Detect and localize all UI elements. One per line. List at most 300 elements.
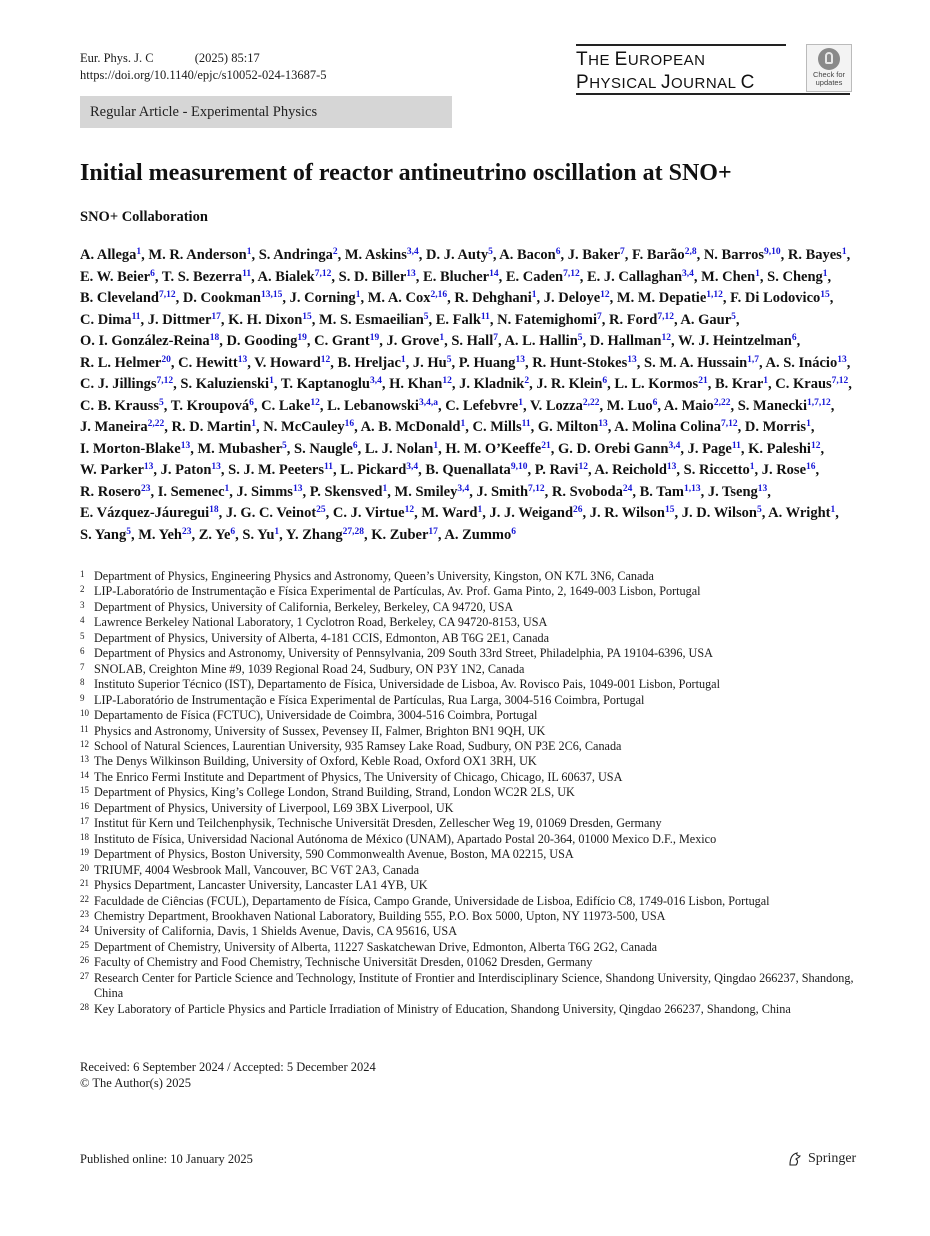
affiliation-ref[interactable]: 5 (577, 333, 583, 343)
affiliation-ref[interactable]: 6 (150, 268, 155, 279)
journal-name: Eur. Phys. J. C (80, 51, 154, 65)
author-name: J. Simms (236, 483, 293, 500)
author-name: C. B. Krauss (80, 397, 159, 414)
author: R. Hunt-Stokes$^{13}$, (532, 354, 641, 371)
affiliation-item: 26 Faculty of Chemistry and Food Chemistry, Technische Universität Dresden, 01062 Dresden, Germany (80, 955, 593, 970)
affiliation-ref[interactable]: 17 (211, 311, 221, 322)
author-name: R. Svoboda (551, 483, 623, 500)
affiliation-ref[interactable]: 24 (622, 483, 633, 494)
author: J. Corning$^1$, (289, 290, 365, 306)
author-name: A. B. McDonald (360, 419, 461, 435)
author-name: J. J. Weigand (489, 505, 574, 521)
author-name: N. Fatemighomi (497, 311, 597, 328)
affiliation-ref[interactable]: 6 (555, 247, 561, 257)
affiliation-ref[interactable]: 2,16 (430, 290, 448, 300)
author: B. Krar$^1$, (714, 376, 772, 392)
affiliation-ref[interactable]: 13 (757, 483, 768, 494)
author-name: Y. Zhang (285, 526, 343, 543)
author-name: H. Khan (389, 376, 443, 392)
affiliation-ref[interactable]: 1 (382, 483, 388, 494)
check-for-updates-badge[interactable]: Check for updates (806, 44, 852, 92)
affiliation-item: 25 Department of Chemistry, University of Alberta, 11227 Saskatchewan Drive, Edmonton, Alberta T6G 2G2, Canada (80, 939, 658, 954)
affiliation-ref[interactable]: 3,4,a (418, 397, 438, 408)
affiliation-ref[interactable]: 13 (143, 462, 154, 472)
affiliation-ref[interactable]: 6 (230, 526, 236, 537)
affiliation-text: SNOLAB, Creighton Mine #9, 1039 Regional Road 24, Sudbury, ON P3Y 1N2, Canada (94, 661, 525, 676)
author: E. Falk$^{11}$, (435, 311, 494, 328)
author-name: M. Luo (606, 397, 653, 414)
author: S. Hall$^7$, (451, 333, 502, 349)
affiliation-ref[interactable]: 11 (521, 419, 531, 429)
affiliation-item: 3 Department of Physics, University of California, Berkeley, Berkeley, CA 94720, USA (80, 599, 514, 614)
author-name: J. Maneira (80, 419, 148, 435)
author-name: B. Hreljac (337, 354, 401, 371)
author-name: J. Kladnik (459, 376, 525, 392)
affiliation-item: 28 Key Laboratory of Particle Physics and Particle Irradiation of Ministry of Education, Shandong University, Qingdao 266237, Shandong, China (80, 1001, 791, 1016)
affiliation-ref[interactable]: 7,12 (563, 268, 580, 279)
affiliation-ref[interactable]: 13 (598, 419, 608, 429)
affiliation-ref[interactable]: 5 (423, 311, 429, 322)
author: D. Morris$^1$, (744, 419, 815, 435)
author: C. J. Jillings$^{7,12}$, (80, 376, 177, 392)
affiliation-ref[interactable]: 3,4 (457, 483, 470, 494)
affiliation-ref[interactable]: 1 (246, 247, 252, 257)
affiliation-text: TRIUMF, 4004 Wesbrook Mall, Vancouver, BC V6T 2A3, Canada (94, 862, 420, 877)
affiliation-text: The Enrico Fermi Institute and Department of Physics, The University of Chicago, Chicago, IL 60637, USA (94, 769, 623, 784)
affiliation-ref[interactable]: 12 (600, 290, 610, 300)
affiliation-ref[interactable]: 3,4 (370, 376, 382, 386)
affiliation-ref[interactable]: 21 (698, 376, 708, 386)
affiliation-ref[interactable]: 1,12 (706, 290, 723, 300)
author-name: E. J. Callaghan (586, 268, 683, 285)
author-name: A. L. Hallin (504, 333, 578, 349)
author: S. Kaluzienski$^1$, (180, 376, 278, 392)
author: M. M. Depatie$^{1,12}$, (616, 290, 727, 306)
author: J. J. Weigand$^{26}$, (489, 505, 587, 521)
affiliation-ref[interactable]: 12 (578, 462, 588, 472)
affiliation-ref[interactable]: 6 (352, 440, 358, 451)
affiliation-ref[interactable]: 1 (439, 333, 445, 343)
author: S. Naugle$^6$, (294, 440, 362, 457)
author-name: C. Grant (314, 333, 370, 349)
affiliation-ref[interactable]: 23 (181, 526, 192, 537)
author-name: A. S. Inácio (765, 354, 838, 371)
author-name: J. Baker (567, 247, 621, 263)
journal-logo-text: THE EUROPEAN PHYSICAL JOURNAL C (576, 49, 755, 93)
affiliation-ref[interactable]: 25 (316, 505, 326, 515)
affiliation-text: Physics and Astronomy, University of Sussex, Pevensey II, Falmer, Brighton BN1 9QH, UK (94, 723, 546, 738)
author-name: L. Lebanowski (327, 397, 419, 414)
affiliation-text: Research Center for Particle Science and Technology, Institute of Frontier and Interdisciplinary Science, Shandong University, Qingdao 266237, Shandong, China (94, 970, 854, 1001)
affiliation-ref[interactable]: 14 (489, 268, 499, 279)
author: M. Askins$^{3,4}$, (344, 247, 423, 263)
affiliation-item: 1 Department of Physics, Engineering Physics and Astronomy, Queen’s University, Kingston, ON K7L 3N6, Canada (80, 569, 654, 583)
author: J. Smith$^{7,12}$, (476, 483, 549, 500)
author: G. Milton$^{13}$, (537, 419, 612, 435)
author-name: J. Dittmer (147, 311, 212, 328)
publisher-logo (786, 1150, 856, 1168)
author: R. D. Martin$^1$, (171, 419, 260, 435)
author-name: R. Bayes (787, 247, 842, 263)
affiliation-ref[interactable]: 7,12 (158, 290, 176, 300)
author-name: S. Naugle (294, 440, 353, 457)
affiliation-ref[interactable]: 5 (488, 247, 493, 257)
affiliation-ref[interactable]: 16 (344, 419, 355, 429)
author-name: A. Gaur (680, 311, 732, 328)
author: C. Kraus$^{7,12}$, (775, 376, 852, 392)
author: M. Luo$^6$, (606, 397, 662, 414)
affiliation-ref[interactable]: 13 (292, 483, 303, 494)
affiliation-ref[interactable]: 7,12 (831, 376, 849, 386)
author-name: S. D. Biller (338, 268, 407, 285)
affiliation-ref[interactable]: 2 (332, 247, 338, 257)
affiliation-ref[interactable]: 1,7 (747, 354, 760, 365)
affiliation-ref[interactable]: 19 (297, 333, 307, 343)
author: A. Gaur$^5$, (680, 311, 740, 328)
affiliation-ref[interactable]: 21 (541, 440, 551, 451)
affiliation-ref[interactable]: 13,15 (260, 290, 283, 300)
author-name: D. J. Auty (426, 247, 489, 263)
author-name: T. Kroupová (170, 397, 250, 414)
affiliation-ref[interactable]: 1 (749, 462, 755, 472)
affiliation-ref[interactable]: 7,12 (528, 483, 545, 494)
collaboration-name: SNO+ Collaboration (80, 209, 208, 225)
affiliation-ref[interactable]: 12 (810, 440, 821, 451)
author: S. Manecki$^{1,7,12}$, (737, 397, 835, 414)
affiliation-ref[interactable]: 3,4 (668, 440, 681, 451)
affiliation-ref[interactable]: 12 (442, 376, 452, 386)
author: Z. Ye$^6$, (198, 526, 239, 543)
affiliation-ref[interactable]: 5 (446, 354, 452, 365)
affiliation-text: Key Laboratory of Particle Physics and Particle Irradiation of Ministry of Education, Shandong University, Qingdao 266237, Shandong, China (94, 1001, 791, 1016)
affiliation-ref[interactable]: 1 (355, 290, 361, 300)
affiliation-ref[interactable]: 12 (310, 397, 320, 408)
author-name: S. Hall (451, 333, 494, 349)
affiliation-ref[interactable]: 13 (837, 354, 847, 365)
affiliation-text: Faculty of Chemistry and Food Chemistry, Technische Universität Dresden, 01062 Dresden, Germany (94, 955, 593, 970)
affiliation-ref[interactable]: 1 (136, 247, 142, 257)
author-name: K. H. Dixon (228, 311, 303, 328)
author: V. Howard$^{12}$, (254, 354, 334, 371)
author-list (80, 245, 855, 546)
author-name: J. Hu (412, 354, 447, 371)
affiliation-ref[interactable]: 19 (369, 333, 380, 343)
author: C. Hewitt$^{13}$, (178, 354, 251, 371)
affiliation-ref[interactable]: 1 (251, 419, 257, 429)
author-name: D. Cookman (182, 290, 261, 306)
author: R. Svoboda$^{24}$, (551, 483, 636, 500)
author: L. J. Nolan$^1$, (364, 440, 442, 457)
affiliation-ref[interactable]: 2,22 (582, 397, 600, 408)
affiliation-text: Department of Physics and Astronomy, University of Pennsylvania, 209 South 33rd Street, Philadelphia, PA 19104-6396, USA (94, 646, 713, 661)
author: C. Lefebvre$^1$, (445, 397, 527, 414)
author: D. J. Auty$^5$, (426, 247, 497, 263)
author-name: C. J. Virtue (332, 505, 405, 521)
author-name: A. Wright (768, 505, 831, 521)
author-name: W. Parker (80, 462, 144, 478)
affiliation-ref[interactable]: 5 (282, 440, 287, 451)
author-name: K. Zuber (371, 526, 429, 543)
affiliation-ref[interactable]: 15 (302, 311, 312, 322)
affiliation-ref[interactable]: 1 (755, 268, 760, 279)
affiliation-ref[interactable]: 2 (524, 376, 530, 386)
author: L. L. Kormos$^{21}$, (614, 376, 712, 392)
author: J. Dittmer$^{17}$, (147, 311, 225, 328)
affiliation-ref[interactable]: 12 (661, 333, 671, 343)
author-name: E. W. Beier (80, 268, 151, 285)
author: B. Cleveland$^{7,12}$, (80, 290, 180, 306)
affiliation-ref[interactable]: 2,8 (684, 247, 697, 257)
affiliation-ref[interactable]: 13 (180, 440, 191, 451)
author: D. Hallman$^{12}$, (589, 333, 675, 349)
affiliation-ref[interactable]: 1 (400, 354, 406, 365)
affiliation-ref[interactable]: 6 (511, 526, 516, 537)
affiliation-ref[interactable]: 11 (131, 311, 141, 322)
affiliation-ref[interactable]: 7,12 (657, 311, 674, 322)
author: T. Kaptanoglu$^{3,4}$, (280, 376, 386, 392)
affiliation-ref[interactable]: 11 (242, 268, 252, 279)
author: I. Morton-Blake$^{13}$, (80, 440, 194, 457)
affiliation-ref[interactable]: 1,7,12 (806, 397, 831, 408)
author: J. Hu$^5$, (412, 354, 456, 371)
author: S. D. Biller$^{13}$, (338, 268, 420, 285)
affiliation-ref[interactable]: 13 (515, 354, 525, 365)
affiliation-ref[interactable]: 3,4 (406, 247, 419, 257)
affiliation-text: Physics Department, Lancaster University, Lancaster LA1 4YB, UK (94, 878, 428, 893)
author-name: A. Bialek (257, 268, 315, 285)
author-name: A. Allega (80, 247, 137, 263)
author-name: J. Grove (386, 333, 440, 349)
author: S. Yang$^5$, (80, 526, 135, 543)
affiliation-ref[interactable]: 6 (791, 333, 797, 343)
affiliation-ref[interactable]: 1 (460, 419, 466, 429)
author: R. L. Helmer$^{20}$, (80, 354, 175, 371)
author: R. Rosero$^{23}$, (80, 483, 155, 500)
affiliation-text: Instituto de Física, Universidad Nacional Autónoma de México (UNAM), Apartado Postal 20-364, 01000 Mexico D.F., Mexico (94, 831, 717, 846)
author: J. R. Wilson$^{15}$, (589, 505, 679, 521)
author-name: A. Maio (663, 397, 714, 414)
affiliation-ref[interactable]: 6 (249, 397, 254, 408)
author-name: C. Mills (472, 419, 522, 435)
author: J. Tseng$^{13}$, (707, 483, 771, 500)
affiliation-ref[interactable]: 9,10 (510, 462, 528, 472)
author: M. A. Cox$^{2,16}$, (367, 290, 451, 306)
affiliation-ref[interactable]: 26 (573, 505, 583, 515)
affiliation-ref[interactable]: 1 (433, 440, 439, 451)
affiliation-ref[interactable]: 1 (531, 290, 537, 300)
author-name: B. Quenallata (425, 462, 511, 478)
doi-link[interactable]: https://doi.org/10.1140/epjc/s10052-024-13687-5 (80, 68, 327, 82)
affiliation-ref[interactable]: 7,12 (156, 376, 174, 386)
affiliation-ref[interactable]: 15 (820, 290, 830, 300)
affiliation-ref[interactable]: 27,28 (342, 526, 364, 537)
author: O. I. González-Reina$^{18}$, (80, 333, 223, 349)
affiliation-ref[interactable]: 6 (652, 397, 658, 408)
author-name: M. Yeh (138, 526, 182, 543)
author: P. Skensved$^1$, (309, 483, 391, 500)
journal-volume: (2025) 85:17 (194, 51, 260, 65)
affiliation-ref[interactable]: 13 (237, 354, 248, 365)
author: M. Chen$^1$, (701, 268, 764, 285)
author-name: A. Bacon (499, 247, 556, 263)
author: K. H. Dixon$^{15}$, (228, 311, 316, 328)
affiliation-ref[interactable]: 1 (806, 419, 811, 429)
author-name: C. Dima (80, 311, 132, 328)
affiliation-ref[interactable]: 1 (830, 505, 836, 515)
author: C. Lake$^{12}$, (261, 397, 324, 414)
affiliation-text: Department of Physics, Boston University, 590 Commonwealth Avenue, Boston, MA 02215, USA (94, 847, 574, 862)
author-name: M. S. Esmaeilian (319, 311, 424, 328)
affiliation-item: 27 Research Center for Particle Science and Technology, Institute of Frontier and Interdisciplinary Science, Shandong University, Qingdao 266237, Shandong, China (80, 970, 854, 1001)
author: A. Molina Colina$^{7,12}$, (614, 419, 742, 435)
author-name: T. S. Bezerra (161, 268, 243, 285)
affiliation-ref[interactable]: 13 (666, 462, 677, 472)
affiliation-ref[interactable]: 2,22 (713, 397, 731, 408)
affiliation-ref[interactable]: 11 (323, 462, 333, 472)
author: R. Ford$^{7,12}$, (609, 311, 678, 328)
affiliation-ref[interactable]: 7,12 (314, 268, 332, 279)
affiliation-text: University of California, Davis, 1 Shields Avenue, Davis, CA 95616, USA (94, 924, 457, 939)
affiliation-ref[interactable]: 11 (480, 311, 490, 322)
affiliation-ref[interactable]: 1,13 (683, 483, 701, 494)
affiliation-ref[interactable]: 2,22 (147, 419, 165, 429)
affiliation-item: 12 School of Natural Sciences, Laurentian University, 935 Ramsey Lake Road, Sudbury, ON P3E 2C6, Canada (80, 738, 622, 753)
affiliation-ref[interactable]: 5 (756, 505, 762, 515)
affiliation-ref[interactable]: 5 (126, 526, 131, 537)
author: J. Kladnik$^2$, (459, 376, 533, 392)
author-name: R. Hunt-Stokes (532, 354, 628, 371)
affiliation-ref[interactable]: 7,12 (720, 419, 738, 429)
author-name: O. I. González-Reina (80, 333, 210, 349)
author: K. Paleshi$^{12}$, (748, 440, 825, 457)
affiliation-ref[interactable]: 13 (406, 268, 416, 279)
affiliation-ref[interactable]: 12 (320, 354, 331, 365)
author: E. J. Callaghan$^{3,4}$, (586, 268, 698, 285)
author: T. S. Bezerra$^{11}$, (161, 268, 255, 285)
author-name: E. Vázquez-Jáuregui (80, 505, 210, 521)
author-name: Z. Ye (198, 526, 231, 543)
author: C. B. Krauss$^5$, (80, 397, 168, 414)
affiliation-ref[interactable]: 9,10 (763, 247, 781, 257)
affiliation-text: The Denys Wilkinson Building, University of Oxford, Keble Road, Oxford OX1 3RH, UK (94, 754, 537, 769)
affiliation-ref[interactable]: 12 (404, 505, 415, 515)
author: J. Grove$^1$, (386, 333, 448, 349)
affiliation-ref[interactable]: 1 (224, 483, 230, 494)
affiliation-ref[interactable]: 13 (211, 462, 221, 472)
affiliation-ref[interactable]: 20 (161, 354, 171, 365)
affiliation-ref[interactable]: 11 (731, 440, 741, 451)
article-type-banner (80, 96, 452, 128)
affiliation-ref[interactable]: 5 (731, 311, 736, 322)
author-name: L. J. Nolan (364, 440, 434, 457)
affiliation-item: 6 Department of Physics and Astronomy, University of Pennsylvania, 209 South 33rd Street, Philadelphia, PA 19104-6396, USA (80, 646, 713, 661)
author-name: M. Smiley (394, 483, 458, 500)
affiliation-ref[interactable]: 3,4 (682, 268, 694, 279)
author: K. Zuber$^{17}$, (371, 526, 442, 543)
author: H. Khan$^{12}$, (389, 376, 456, 392)
affiliation-text: LIP-Laboratório de Instrumentação e Física Experimental de Partículas, Av. Prof. Gama Pinto, 2, 1649-003 Lisbon, Portugal (94, 584, 701, 599)
publisher-name: Springer (808, 1151, 857, 1166)
affiliation-item: 9 LIP-Laboratório de Instrumentação e Física Experimental de Partículas, Rua Larga, 3004-516 Coimbra, Portugal (80, 692, 645, 707)
author-name: S. Yu (242, 526, 275, 543)
author: J. Baker$^7$, (567, 247, 629, 263)
affiliation-item: 15 Department of Physics, King’s College London, Strand Building, Strand, London WC2R 2LS, UK (80, 785, 575, 800)
affiliation-ref[interactable]: 1 (269, 376, 274, 386)
affiliation-ref[interactable]: 1 (274, 526, 280, 537)
author: L. Pickard$^{3,4}$, (340, 462, 422, 478)
affiliation-ref[interactable]: 18 (209, 333, 220, 343)
received-accepted: Received: 6 September 2024 / Accepted: 5 December 2024 (80, 1060, 376, 1074)
affiliation-ref[interactable]: 7 (493, 333, 498, 343)
author: C. J. Virtue$^{12}$, (332, 505, 418, 521)
affiliation-ref[interactable]: 5 (158, 397, 164, 408)
author: R. Bayes$^1$, (787, 247, 851, 263)
affiliation-item: 17 Institut für Kern und Teilchenphysik, Technische Universität Dresden, Zellescher Weg 19, 01069 Dresden, Germany (80, 816, 662, 831)
affiliation-ref[interactable]: 1 (518, 397, 523, 408)
affiliation-item: 16 Department of Physics, University of Liverpool, L69 3BX Liverpool, UK (80, 800, 454, 815)
affiliation-text: LIP-Laboratório de Instrumentação e Física Experimental de Partículas, Rua Larga, 3004-516 Coimbra, Portugal (94, 692, 645, 707)
author-name: J. R. Klein (536, 376, 603, 392)
author-name: J. Smith (476, 483, 529, 500)
affiliation-ref[interactable]: 1 (822, 268, 828, 279)
affiliation-ref[interactable]: 18 (209, 505, 219, 515)
brand-rule-bottom (576, 93, 850, 95)
affiliation-text: Chemistry Department, Brookhaven National Laboratory, Building 555, P.O. Box 5000, Upton, NY 11973-500, USA (94, 908, 666, 923)
affiliation-text: Institut für Kern und Teilchenphysik, Technische Universität Dresden, Zellescher Weg 19, 01069 Dresden, Germany (94, 816, 662, 831)
affiliation-ref[interactable]: 7 (620, 247, 625, 257)
article-type-label: Regular Article - Experimental Physics (90, 104, 318, 120)
author-name: V. Lozza (529, 397, 583, 414)
author: A. S. Inácio$^{13}$, (765, 354, 851, 371)
affiliation-ref[interactable]: 1 (477, 505, 483, 515)
affiliation-ref[interactable]: 7 (597, 311, 602, 322)
author: M. R. Anderson$^1$, (148, 247, 256, 263)
affiliation-item: 5 Department of Physics, University of Alberta, 4-181 CCIS, Edmonton, AB T6G 2E1, Canada (80, 630, 550, 645)
affiliation-ref[interactable]: 13 (627, 354, 637, 365)
author: S. Riccetto$^1$, (683, 462, 759, 478)
author: A. Reichold$^{13}$, (594, 462, 681, 478)
author-name: S. Kaluzienski (180, 376, 270, 392)
affiliation-item: 14 The Enrico Fermi Institute and Department of Physics, The University of Chicago, Chicago, IL 60637, USA (80, 769, 623, 784)
affiliation-ref[interactable]: 17 (428, 526, 438, 537)
affiliation-ref[interactable]: 1 (763, 376, 769, 386)
affiliation-ref[interactable]: 6 (602, 376, 608, 386)
author: S. Andringa$^2$, (258, 247, 342, 263)
affiliation-ref[interactable]: 15 (664, 505, 675, 515)
affiliation-text: Department of Physics, King’s College London, Strand Building, Strand, London WC2R 2LS, UK (94, 785, 575, 800)
affiliation-item: 18 Instituto de Física, Universidad Nacional Autónoma de México (UNAM), Apartado Postal 20-364, 01000 Mexico D.F., Mexico (80, 831, 717, 846)
affiliation-text: Department of Physics, University of Liverpool, L69 3BX Liverpool, UK (94, 800, 454, 815)
affiliation-ref[interactable]: 1 (841, 247, 847, 257)
author-name: E. Falk (435, 311, 481, 328)
author: M. Mubasher$^5$, (197, 440, 291, 457)
affiliation-ref[interactable]: 23 (140, 483, 151, 494)
author: F. Barão$^{2,8}$, (632, 247, 701, 263)
author: M. Smiley$^{3,4}$, (394, 483, 473, 500)
author: S. M. A. Hussain$^{1,7}$, (644, 354, 763, 371)
author: M. Yeh$^{23}$, (138, 526, 196, 543)
author: B. Hreljac$^1$, (337, 354, 410, 371)
author: P. Huang$^{13}$, (458, 354, 529, 371)
author-name: M. Chen (701, 268, 756, 285)
author: N. Fatemighomi$^7$, (497, 311, 606, 328)
author-name: F. Barão (632, 247, 685, 263)
author: C. Dima$^{11}$, (80, 311, 145, 328)
journal-brand (576, 44, 786, 95)
author-name: A. Zummo (444, 526, 512, 543)
affiliation-ref[interactable]: 3,4 (406, 462, 419, 472)
affiliation-ref[interactable]: 16 (806, 462, 816, 472)
